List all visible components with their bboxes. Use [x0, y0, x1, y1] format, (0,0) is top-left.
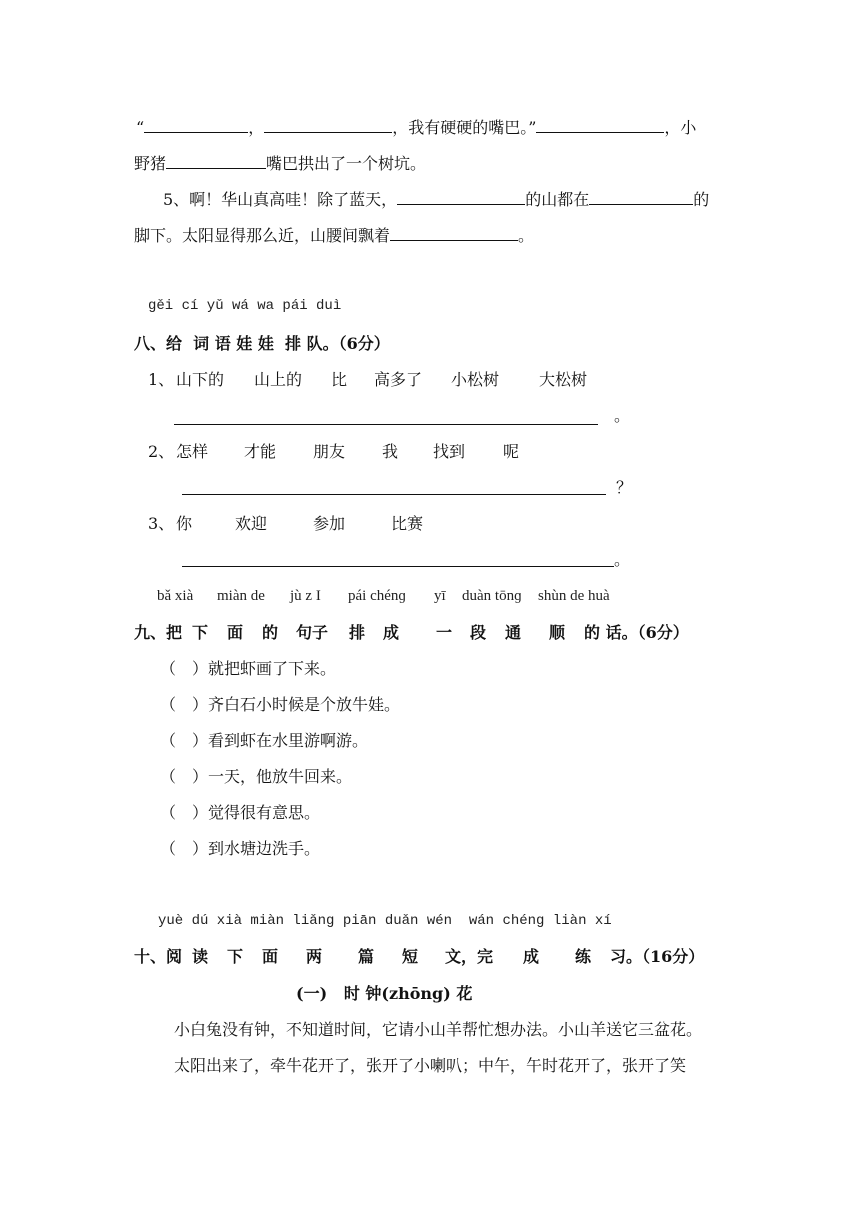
order-text: 一天，他放牛回来。	[208, 767, 353, 786]
s9-order-item	[160, 694, 400, 716]
order-text: 觉得很有意思。	[208, 803, 321, 822]
line3-mid: 的山都在	[525, 190, 590, 209]
s9-pinyin: duàn tōnɡ	[462, 588, 522, 604]
comma: ，	[248, 118, 265, 137]
s9-title-part: 九、把	[134, 623, 183, 642]
order-text: 齐白石小时候是个放牛娃。	[208, 695, 401, 714]
open-paren: （	[160, 803, 177, 822]
fill-line-3	[163, 188, 709, 211]
s10-title-part: 两	[306, 947, 323, 966]
line2-start: 野猪	[134, 154, 167, 173]
s9-title-part: 段	[470, 623, 487, 642]
s9-title-part: 排	[349, 623, 366, 642]
order-text: 到水塘边洗手。	[208, 839, 321, 858]
story-paragraph-2: 太阳出来了，牵牛花开了，张开了小喇叭；中午，午时花开了，张开了笑	[174, 1056, 687, 1075]
s9-order-item	[160, 802, 320, 824]
s9-title-part: 面	[227, 623, 244, 642]
line2-end: 嘴巴拱出了一个树坑。	[266, 154, 427, 173]
quote-tail: ，小	[664, 118, 697, 137]
s8-item3-end: 。	[614, 550, 631, 569]
s9-pinyin: yī	[434, 588, 446, 604]
open-paren: （	[160, 731, 177, 750]
open-paren: （	[160, 659, 177, 678]
s9-title-part: 一	[436, 623, 453, 642]
s8-item3-label: 3、	[148, 514, 175, 533]
s9-pinyin: jù z I	[290, 588, 321, 604]
s9-title-part: 句子	[296, 623, 329, 642]
s9-title-part: 的	[262, 623, 279, 642]
s8-item1-word: 大松树	[539, 370, 588, 389]
s8-item1-word: 山上的	[254, 370, 303, 389]
s9-title-part: 下	[192, 623, 209, 642]
line4-end: 。	[518, 226, 535, 245]
s9-order-item	[160, 766, 352, 788]
blank-6[interactable]	[589, 188, 693, 205]
s8-item2-word: 呢	[503, 442, 520, 461]
s8-item1-word: 高多了	[374, 370, 423, 389]
story-title: (一) 时 钟(zhōng) 花	[296, 984, 473, 1003]
story-paragraph-1: 小白兔没有钟，不知道时间，它请小山羊帮忙想办法。小山羊送它三盆花。	[174, 1020, 703, 1039]
s9-pinyin: miàn de	[217, 588, 265, 604]
section8-pinyin: gěi cí yǔ wá wa pái duì	[148, 298, 342, 314]
fill-line-1	[136, 116, 696, 139]
s10-title-part: 下	[227, 947, 244, 966]
s8-item1-word: 山下的	[176, 370, 225, 389]
close-paren: ）	[192, 803, 209, 822]
s9-pinyin: bǎ xià	[157, 588, 194, 604]
close-paren: ）	[192, 767, 209, 786]
order-text: 看到虾在水里游啊游。	[208, 731, 369, 750]
open-paren: （	[160, 767, 177, 786]
s8-item3-word: 你	[176, 514, 193, 533]
s9-order-item	[160, 730, 368, 752]
fill-line-2	[134, 152, 426, 175]
s8-answer-line-2[interactable]	[182, 494, 606, 495]
line3-end: 的	[693, 190, 710, 209]
order-text: 就把虾画了下来。	[208, 659, 337, 678]
s10-title-part: 面	[262, 947, 279, 966]
s8-item1-end: 。	[614, 406, 631, 425]
s8-item3-word: 欢迎	[235, 514, 268, 533]
s8-item2-label: 2、	[148, 442, 175, 461]
line3-start: 5、啊！华山真高哇！除了蓝天，	[163, 190, 398, 209]
s8-item1-word: 小松树	[451, 370, 500, 389]
s9-pinyin: shùn de huà	[538, 588, 610, 604]
open-paren: （	[160, 839, 177, 858]
s9-title-part: 顺	[549, 623, 566, 642]
s8-item2-word: 我	[382, 442, 399, 461]
s8-item3-word: 参加	[313, 514, 346, 533]
s8-item1-word: 比	[331, 370, 348, 389]
open-paren: （	[160, 695, 177, 714]
s10-title-part: 习。（16分）	[610, 947, 705, 966]
close-paren: ）	[192, 839, 209, 858]
blank-3[interactable]	[536, 116, 664, 133]
s8-item2-word: 朋友	[313, 442, 346, 461]
open-quote: “	[136, 118, 145, 137]
fill-line-4	[134, 224, 534, 247]
s8-answer-line-1[interactable]	[174, 424, 598, 425]
section8-title: 八、给 词 语 娃 娃 排 队。（6分）	[134, 334, 390, 353]
blank-5[interactable]	[397, 188, 525, 205]
close-paren: ）	[192, 659, 209, 678]
section10-pinyin: yuè dú xià miàn liǎng piān duǎn wén wán chéng liàn xí	[158, 913, 612, 929]
close-paren: ）	[192, 731, 209, 750]
s9-title-part: 的 话。（6分）	[584, 623, 689, 642]
blank-7[interactable]	[390, 224, 518, 241]
s9-title-part: 通	[505, 623, 522, 642]
s8-item1-label: 1、	[148, 370, 175, 389]
s8-item3-word: 比赛	[391, 514, 424, 533]
line4-start: 脚下。太阳显得那么近，山腰间飘着	[134, 226, 391, 245]
s9-order-item	[160, 658, 336, 680]
s8-item2-word: 怎样	[176, 442, 209, 461]
s10-title-part: 短	[402, 947, 419, 966]
blank-2[interactable]	[264, 116, 392, 133]
s8-item2-word: 才能	[244, 442, 277, 461]
close-paren: ）	[192, 695, 209, 714]
s10-title-part: 读	[192, 947, 209, 966]
s10-title-part: 成	[523, 947, 540, 966]
s10-title-part: 练	[575, 947, 592, 966]
blank-1[interactable]	[144, 116, 248, 133]
quote-text: ，我有硬硬的嘴巴。”	[392, 118, 537, 137]
s9-pinyin: pái chénɡ	[348, 588, 406, 604]
s10-title-part: 十、阅	[134, 947, 183, 966]
s10-title-part: 篇	[358, 947, 375, 966]
s10-title-part: 文，完	[445, 947, 494, 966]
s8-answer-line-3[interactable]	[182, 566, 614, 567]
s9-title-part: 成	[383, 623, 400, 642]
s9-order-item	[160, 838, 320, 860]
blank-4[interactable]	[166, 152, 266, 169]
s8-item2-word: 找到	[433, 442, 466, 461]
s8-item2-end: ？	[616, 478, 633, 497]
